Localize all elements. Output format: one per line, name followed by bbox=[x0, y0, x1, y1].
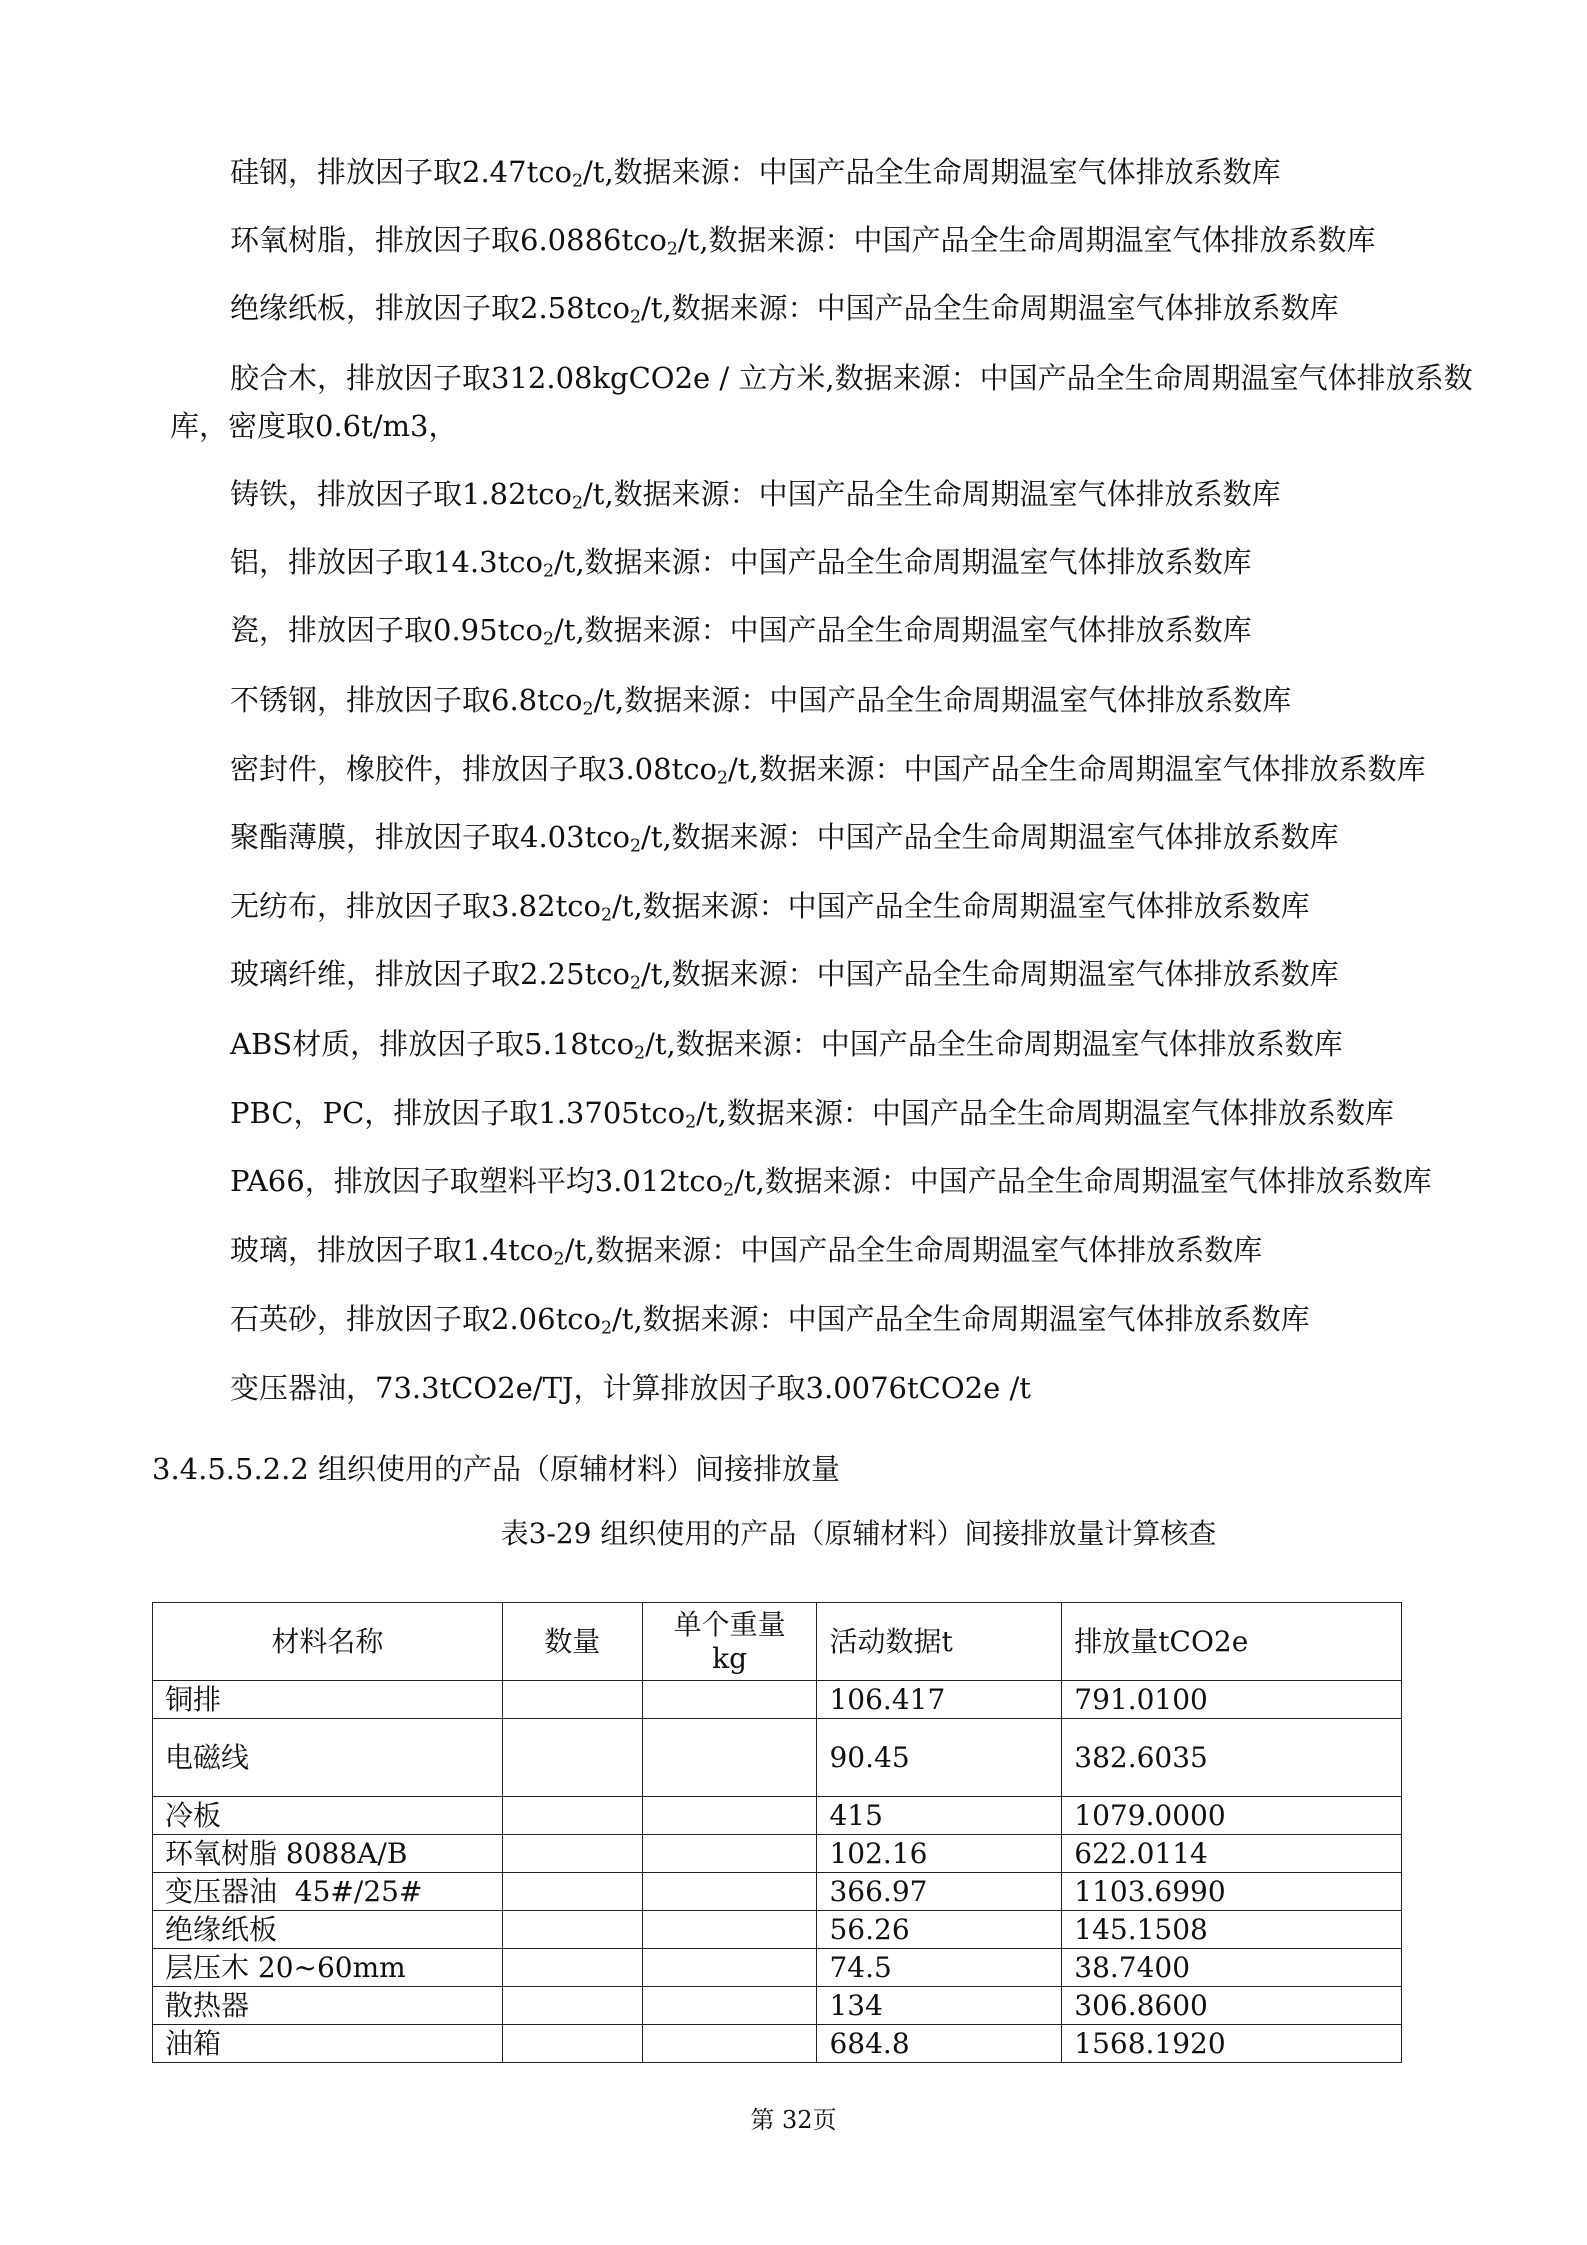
cell-name: 散热器 bbox=[153, 1987, 503, 2025]
factor-line: 密封件，橡胶件，排放因子取3.08tco$_2$/t,数据来源：中国产品全生命周期温室气体排放系数库 bbox=[230, 752, 1426, 789]
factor-line-plywood: 胶合木，排放因子取312.08kgCO2e / 立方米,数据来源：中国产品全生命周期温室气体排放系数 库，密度取0.6t/m3， bbox=[170, 361, 1473, 443]
section-heading: 3.4.5.5.2.2 组织使用的产品（原辅材料）间接排放量 bbox=[152, 1452, 841, 1486]
cell-activity: 134 bbox=[817, 1987, 1062, 2025]
cell-emission: 622.0114 bbox=[1062, 1835, 1402, 1873]
cell-activity: 90.45 bbox=[817, 1719, 1062, 1797]
cell-unit bbox=[642, 1681, 817, 1719]
cell-emission: 1103.6990 bbox=[1062, 1873, 1402, 1911]
cell-name: 冷板 bbox=[153, 1797, 503, 1835]
col-header-name: 材料名称 bbox=[153, 1603, 503, 1681]
cell-activity: 56.26 bbox=[817, 1911, 1062, 1949]
factor-line: 无纺布，排放因子取3.82tco$_2$/t,数据来源：中国产品全生命周期温室气体排放系数库 bbox=[230, 889, 1310, 926]
cell-unit bbox=[642, 1911, 817, 1949]
factor-line: 玻璃纤维，排放因子取2.25tco$_2$/t,数据来源：中国产品全生命周期温室气体排放系数库 bbox=[230, 957, 1339, 994]
cell-qty bbox=[502, 1911, 642, 1949]
factor-line: 瓷，排放因子取0.95tco$_2$/t,数据来源：中国产品全生命周期温室气体排放系数库 bbox=[230, 613, 1252, 650]
cell-emission: 791.0100 bbox=[1062, 1681, 1402, 1719]
cell-qty bbox=[502, 1719, 642, 1797]
factor-line: 玻璃，排放因子取1.4tco$_2$/t,数据来源：中国产品全生命周期温室气体排放系数库 bbox=[230, 1233, 1263, 1270]
cell-unit bbox=[642, 1719, 817, 1797]
cell-unit bbox=[642, 1873, 817, 1911]
table-row bbox=[153, 1873, 1402, 1911]
col-header-unit-weight: 单个重量 kg bbox=[642, 1603, 817, 1681]
factor-line: 石英砂，排放因子取2.06tco$_2$/t,数据来源：中国产品全生命周期温室气体排放系数库 bbox=[230, 1302, 1310, 1339]
factor-line: PA66，排放因子取塑料平均3.012tco$_2$/t,数据来源：中国产品全生命周期温室气体排放系数库 bbox=[230, 1164, 1432, 1201]
cell-activity: 366.97 bbox=[817, 1873, 1062, 1911]
cell-qty bbox=[502, 1949, 642, 1987]
table-caption: 表3-29 组织使用的产品（原辅材料）间接排放量计算核查 bbox=[500, 1517, 1217, 1550]
cell-emission: 145.1508 bbox=[1062, 1911, 1402, 1949]
page-number: 第 32页 bbox=[750, 2106, 837, 2134]
cell-unit bbox=[642, 1797, 817, 1835]
factor-line: ABS材质，排放因子取5.18tco$_2$/t,数据来源：中国产品全生命周期温室气体排放系数库 bbox=[230, 1027, 1343, 1064]
cell-activity: 415 bbox=[817, 1797, 1062, 1835]
factor-line: 铝，排放因子取14.3tco$_2$/t,数据来源：中国产品全生命周期温室气体排放系数库 bbox=[230, 545, 1252, 582]
table-header-row bbox=[153, 1603, 1402, 1681]
transformer-oil-line: 变压器油，73.3tCO2e/TJ，计算排放因子取3.0076tCO2e /t bbox=[230, 1371, 1031, 1405]
cell-activity: 102.16 bbox=[817, 1835, 1062, 1873]
col-header-emission: 排放量tCO2e bbox=[1062, 1603, 1402, 1681]
factor-line: 硅钢，排放因子取2.47tco$_2$/t,数据来源：中国产品全生命周期温室气体排放系数库 bbox=[230, 155, 1281, 192]
cell-emission: 382.6035 bbox=[1062, 1719, 1402, 1797]
cell-unit bbox=[642, 2025, 817, 2063]
table-row bbox=[153, 1797, 1402, 1835]
factor-line: 聚酯薄膜，排放因子取4.03tco$_2$/t,数据来源：中国产品全生命周期温室气体排放系数库 bbox=[230, 820, 1339, 857]
cell-name: 电磁线 bbox=[153, 1719, 503, 1797]
table-row bbox=[153, 1835, 1402, 1873]
table-row bbox=[153, 1719, 1402, 1797]
cell-emission: 38.7400 bbox=[1062, 1949, 1402, 1987]
table-row bbox=[153, 1987, 1402, 2025]
cell-qty bbox=[502, 1835, 642, 1873]
factor-line: 铸铁，排放因子取1.82tco$_2$/t,数据来源：中国产品全生命周期温室气体排放系数库 bbox=[230, 477, 1281, 514]
cell-name: 油箱 bbox=[153, 2025, 503, 2063]
cell-qty bbox=[502, 1681, 642, 1719]
cell-unit bbox=[642, 1987, 817, 2025]
col-header-qty: 数量 bbox=[502, 1603, 642, 1681]
cell-qty bbox=[502, 1873, 642, 1911]
cell-name: 绝缘纸板 bbox=[153, 1911, 503, 1949]
cell-activity: 684.8 bbox=[817, 2025, 1062, 2063]
cell-name: 层压木 20~60mm bbox=[153, 1949, 503, 1987]
factor-line: 绝缘纸板，排放因子取2.58tco$_2$/t,数据来源：中国产品全生命周期温室气体排放系数库 bbox=[230, 291, 1339, 328]
factor-line: 环氧树脂，排放因子取6.0886tco$_2$/t,数据来源：中国产品全生命周期温室气体排放系数库 bbox=[230, 223, 1376, 260]
table-row bbox=[153, 2025, 1402, 2063]
cell-name: 铜排 bbox=[153, 1681, 503, 1719]
factor-line: 不锈钢，排放因子取6.8tco$_2$/t,数据来源：中国产品全生命周期温室气体排放系数库 bbox=[230, 683, 1292, 720]
cell-activity: 106.417 bbox=[817, 1681, 1062, 1719]
cell-emission: 1568.1920 bbox=[1062, 2025, 1402, 2063]
cell-name: 环氧树脂 8088A/B bbox=[153, 1835, 503, 1873]
factor-line: PBC，PC，排放因子取1.3705tco$_2$/t,数据来源：中国产品全生命周期温室气体排放系数库 bbox=[230, 1096, 1394, 1133]
col-header-activity: 活动数据t bbox=[817, 1603, 1062, 1681]
table-row bbox=[153, 1949, 1402, 1987]
cell-unit bbox=[642, 1949, 817, 1987]
cell-emission: 1079.0000 bbox=[1062, 1797, 1402, 1835]
cell-activity: 74.5 bbox=[817, 1949, 1062, 1987]
table-row bbox=[153, 1911, 1402, 1949]
table-row bbox=[153, 1681, 1402, 1719]
cell-qty bbox=[502, 2025, 642, 2063]
cell-unit bbox=[642, 1835, 817, 1873]
cell-qty bbox=[502, 1797, 642, 1835]
cell-qty bbox=[502, 1987, 642, 2025]
materials-table bbox=[152, 1602, 1402, 2063]
cell-emission: 306.8600 bbox=[1062, 1987, 1402, 2025]
cell-name: 变压器油 45#/25# bbox=[153, 1873, 503, 1911]
